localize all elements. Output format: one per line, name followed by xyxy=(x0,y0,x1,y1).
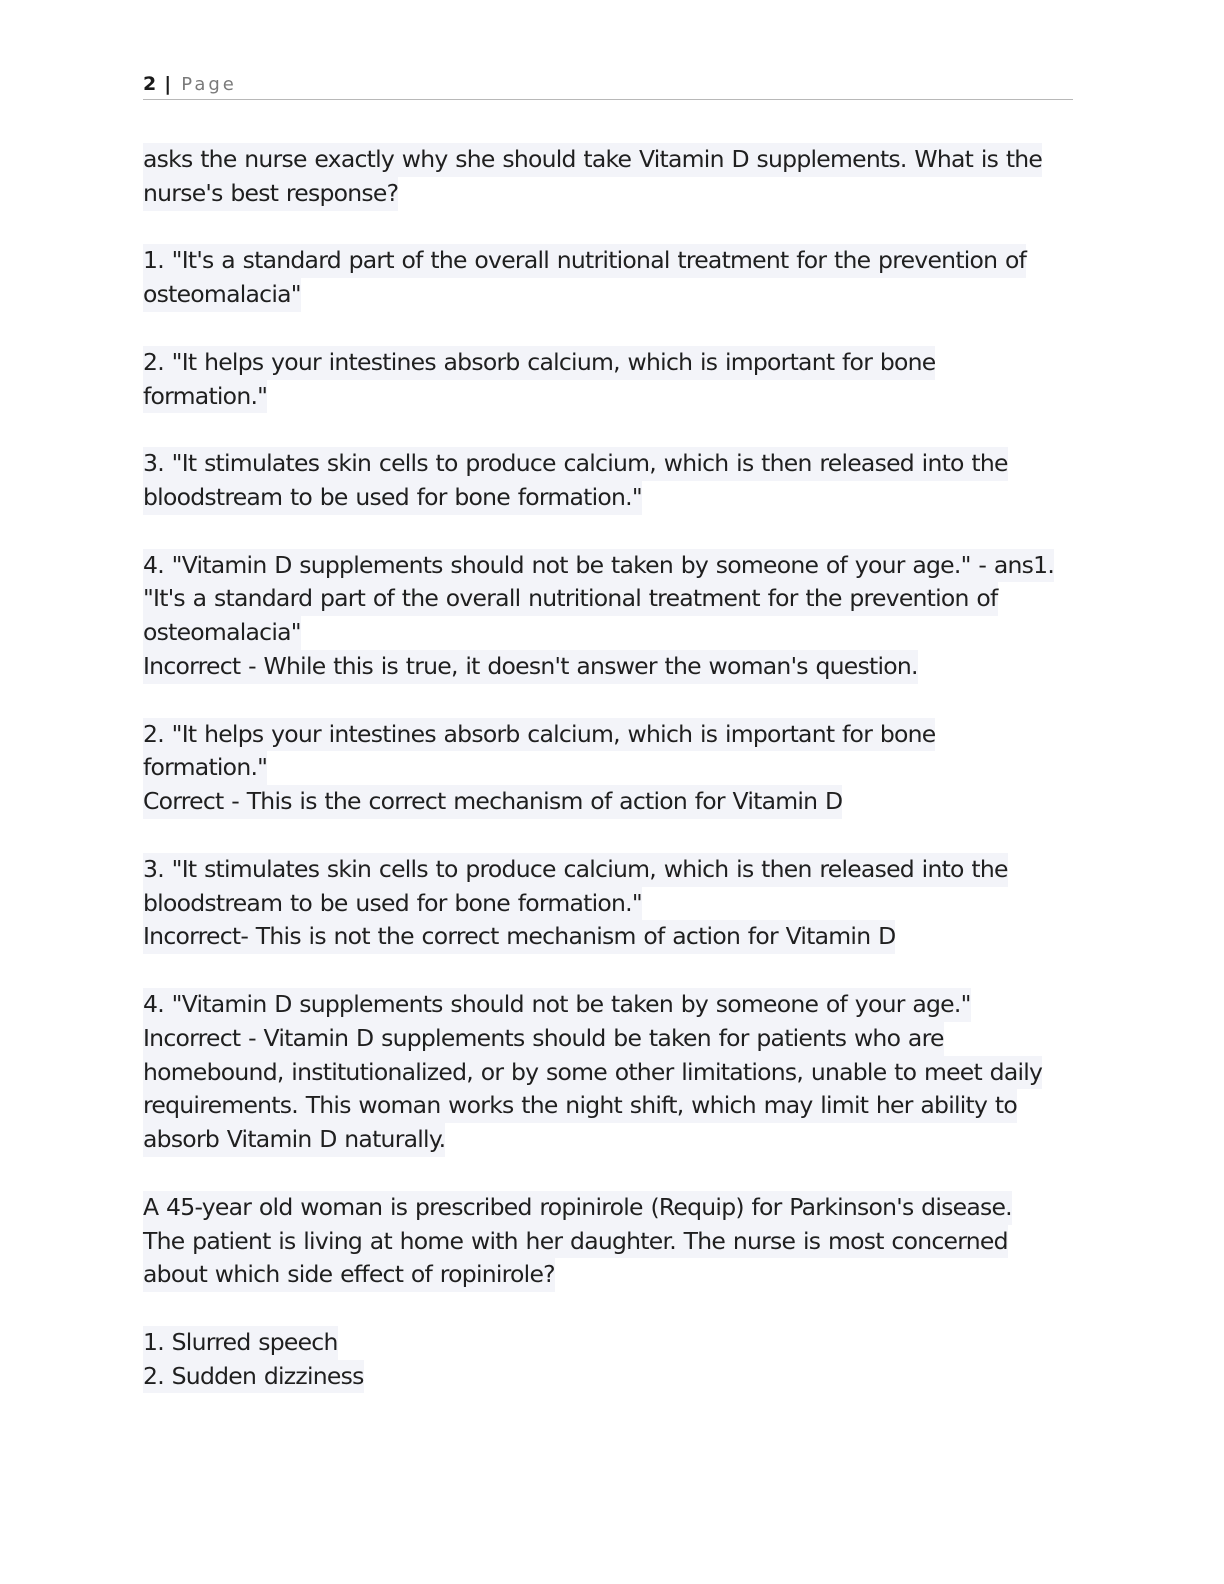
text-line-row xyxy=(143,244,1063,278)
text-line-row xyxy=(143,177,1063,211)
text-line-row xyxy=(143,920,1063,954)
text-line-row xyxy=(143,278,1063,312)
text-line: "It's a standard part of the overall nutritional treatment for the prevention of xyxy=(143,582,998,616)
text-line: homebound, institutionalized, or by some other limitations, unable to meet daily xyxy=(143,1056,1042,1090)
text-line-row xyxy=(143,1258,1063,1292)
text-line: Incorrect - Vitamin D supplements should be taken for patients who are xyxy=(143,1022,944,1056)
text-line: 1. "It's a standard part of the overall nutritional treatment for the prevention of xyxy=(143,244,1026,278)
document-body xyxy=(143,143,1063,1427)
text-line: Incorrect - While this is true, it doesn't answer the woman's question. xyxy=(143,650,918,684)
text-line: The patient is living at home with her daughter. The nurse is most concerned xyxy=(143,1225,1008,1259)
text-line-row xyxy=(143,143,1063,177)
text-line: bloodstream to be used for bone formation." xyxy=(143,481,642,515)
text-line: 3. "It stimulates skin cells to produce calcium, which is then released into the xyxy=(143,853,1008,887)
paragraph xyxy=(143,1326,1063,1394)
text-line-row xyxy=(143,853,1063,887)
text-line-row xyxy=(143,718,1063,752)
text-line: about which side effect of ropinirole? xyxy=(143,1258,555,1292)
text-line: Incorrect- This is not the correct mechanism of action for Vitamin D xyxy=(143,920,895,954)
text-line: formation." xyxy=(143,380,267,414)
text-line: 4. "Vitamin D supplements should not be taken by someone of your age." - ans1. xyxy=(143,549,1054,583)
text-line-row xyxy=(143,988,1063,1022)
text-line: A 45-year old woman is prescribed ropinirole (Requip) for Parkinson's disease. xyxy=(143,1191,1012,1225)
paragraph xyxy=(143,244,1063,312)
text-line-row xyxy=(143,1360,1063,1394)
text-line: absorb Vitamin D naturally. xyxy=(143,1123,445,1157)
text-line: 2. "It helps your intestines absorb calcium, which is important for bone xyxy=(143,346,935,380)
text-line: formation." xyxy=(143,751,267,785)
page-number: 2 xyxy=(143,73,157,95)
text-line: nurse's best response? xyxy=(143,177,398,211)
paragraph xyxy=(143,447,1063,515)
text-line: 1. Slurred speech xyxy=(143,1326,338,1360)
paragraph xyxy=(143,853,1063,954)
text-line-row xyxy=(143,582,1063,616)
page-label: Page xyxy=(181,74,237,95)
text-line: 4. "Vitamin D supplements should not be taken by someone of your age." xyxy=(143,988,971,1022)
text-line-row xyxy=(143,1225,1063,1259)
text-line: bloodstream to be used for bone formation." xyxy=(143,887,642,921)
text-line: osteomalacia" xyxy=(143,616,301,650)
page-header xyxy=(143,72,1073,100)
text-line-row xyxy=(143,1089,1063,1123)
paragraph xyxy=(143,988,1063,1157)
paragraph xyxy=(143,549,1063,684)
paragraph xyxy=(143,718,1063,819)
paragraph xyxy=(143,1191,1063,1292)
text-line: requirements. This woman works the night shift, which may limit her ability to xyxy=(143,1089,1017,1123)
text-line-row xyxy=(143,447,1063,481)
paragraph xyxy=(143,143,1063,211)
text-line-row xyxy=(143,1022,1063,1056)
paragraph xyxy=(143,346,1063,414)
text-line: 2. Sudden dizziness xyxy=(143,1360,364,1394)
text-line-row xyxy=(143,1056,1063,1090)
text-line: osteomalacia" xyxy=(143,278,301,312)
text-line-row xyxy=(143,616,1063,650)
text-line-row xyxy=(143,1123,1063,1157)
text-line-row xyxy=(143,751,1063,785)
text-line-row xyxy=(143,785,1063,819)
text-line: Correct - This is the correct mechanism of action for Vitamin D xyxy=(143,785,842,819)
text-line: 2. "It helps your intestines absorb calcium, which is important for bone xyxy=(143,718,935,752)
text-line: 3. "It stimulates skin cells to produce calcium, which is then released into the xyxy=(143,447,1008,481)
text-line: asks the nurse exactly why she should take Vitamin D supplements. What is the xyxy=(143,143,1042,177)
text-line-row xyxy=(143,1326,1063,1360)
text-line-row xyxy=(143,650,1063,684)
text-line-row xyxy=(143,380,1063,414)
text-line-row xyxy=(143,887,1063,921)
text-line-row xyxy=(143,1191,1063,1225)
text-line-row xyxy=(143,481,1063,515)
page-separator: | xyxy=(164,73,172,95)
text-line-row xyxy=(143,346,1063,380)
text-line-row xyxy=(143,549,1063,583)
